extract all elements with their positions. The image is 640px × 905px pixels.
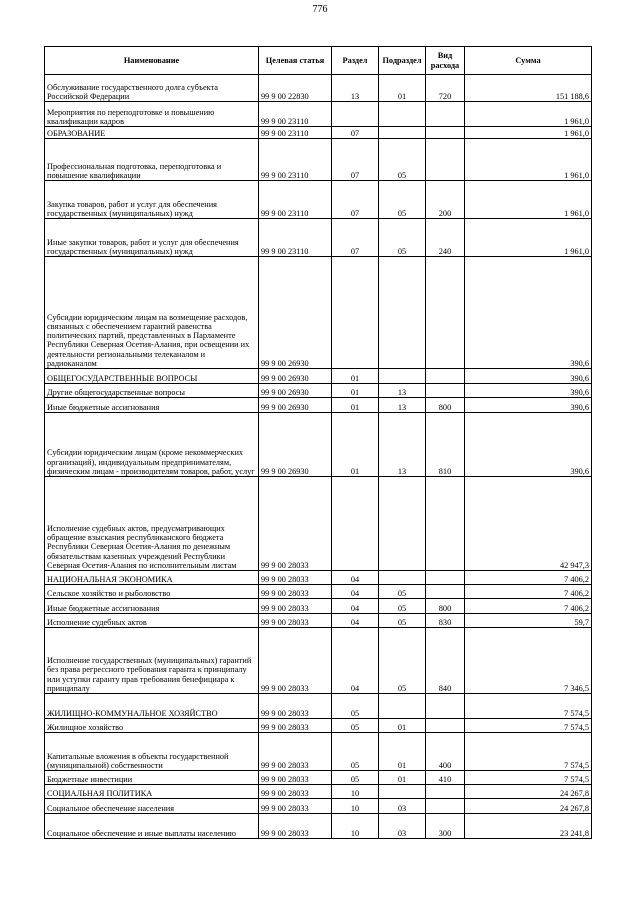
row-type (426, 571, 465, 585)
row-name: ОБЩЕГОСУДАРСТВЕННЫЕ ВОПРОСЫ (45, 369, 259, 384)
row-sum: 1 961,0 (465, 219, 592, 257)
row-name: ОБРАЗОВАНИЕ (45, 127, 259, 139)
row-type: 300 (426, 814, 465, 839)
row-code: 99 9 00 23110 (259, 127, 332, 139)
row-name: ЖИЛИЩНО-КОММУНАЛЬНОЕ ХОЗЯЙСТВО (45, 694, 259, 719)
row-code: 99 9 00 28033 (259, 814, 332, 839)
row-sum: 7 406,2 (465, 585, 592, 599)
row-subsection: 05 (379, 614, 426, 628)
table-row (45, 398, 592, 413)
row-subsection: 13 (379, 384, 426, 398)
row-type (426, 785, 465, 799)
row-type: 240 (426, 219, 465, 257)
row-section: 05 (332, 719, 379, 733)
row-sum: 7 574,5 (465, 733, 592, 771)
row-sum: 390,6 (465, 257, 592, 369)
row-type: 840 (426, 628, 465, 694)
row-code: 99 9 00 26930 (259, 413, 332, 477)
row-name: Обслуживание государственного долга субъекта Российской Федерации (45, 75, 259, 102)
row-code: 99 9 00 28033 (259, 785, 332, 799)
row-type: 720 (426, 75, 465, 102)
row-code: 99 9 00 28033 (259, 477, 332, 571)
row-subsection (379, 127, 426, 139)
row-subsection: 01 (379, 771, 426, 785)
row-sum: 7 346,5 (465, 628, 592, 694)
row-name: Другие общегосударственные вопросы (45, 384, 259, 398)
row-section: 10 (332, 814, 379, 839)
row-subsection (379, 102, 426, 127)
row-subsection (379, 369, 426, 384)
row-sum: 390,6 (465, 369, 592, 384)
row-subsection (379, 257, 426, 369)
row-code: 99 9 00 28033 (259, 771, 332, 785)
row-subsection (379, 694, 426, 719)
row-code: 99 9 00 28033 (259, 694, 332, 719)
row-section: 07 (332, 181, 379, 219)
row-code: 99 9 00 28033 (259, 799, 332, 814)
row-sum: 42 947,3 (465, 477, 592, 571)
row-name: Жилищное хозяйство (45, 719, 259, 733)
row-sum: 1 961,0 (465, 102, 592, 127)
row-subsection (379, 571, 426, 585)
row-section: 10 (332, 799, 379, 814)
row-sum: 1 961,0 (465, 127, 592, 139)
row-type (426, 694, 465, 719)
table-row (45, 181, 592, 219)
row-type (426, 127, 465, 139)
table-row (45, 719, 592, 733)
row-section: 04 (332, 585, 379, 599)
row-code: 99 9 00 28033 (259, 628, 332, 694)
row-sum: 390,6 (465, 398, 592, 413)
budget-table (44, 46, 592, 839)
row-code: 99 9 00 23110 (259, 181, 332, 219)
row-name: НАЦИОНАЛЬНАЯ ЭКОНОМИКА (45, 571, 259, 585)
row-type: 800 (426, 599, 465, 614)
row-type: 800 (426, 398, 465, 413)
row-subsection: 01 (379, 719, 426, 733)
row-code: 99 9 00 28033 (259, 571, 332, 585)
row-name: Иные бюджетные ассигнования (45, 398, 259, 413)
table-row (45, 694, 592, 719)
row-type (426, 102, 465, 127)
table-row (45, 599, 592, 614)
table-row (45, 733, 592, 771)
row-code: 99 9 00 26930 (259, 398, 332, 413)
header-sum: Сумма (465, 47, 592, 75)
row-subsection: 05 (379, 628, 426, 694)
row-type (426, 384, 465, 398)
row-type (426, 585, 465, 599)
row-sum: 390,6 (465, 413, 592, 477)
table-row (45, 413, 592, 477)
row-name: Сельское хозяйство и рыболовство (45, 585, 259, 599)
table-row (45, 799, 592, 814)
table-row (45, 571, 592, 585)
row-section (332, 477, 379, 571)
row-sum: 1 961,0 (465, 139, 592, 181)
row-section: 05 (332, 771, 379, 785)
row-section: 04 (332, 614, 379, 628)
row-section: 04 (332, 628, 379, 694)
row-name: Закупка товаров, работ и услуг для обеспечения государственных (муниципальных) нужд (45, 181, 259, 219)
table-row (45, 127, 592, 139)
row-section: 01 (332, 384, 379, 398)
row-type (426, 369, 465, 384)
row-type: 400 (426, 733, 465, 771)
header-subsection: Подраздел (379, 47, 426, 75)
row-section: 04 (332, 571, 379, 585)
row-type: 810 (426, 413, 465, 477)
row-subsection: 13 (379, 398, 426, 413)
table-row (45, 102, 592, 127)
row-code: 99 9 00 23110 (259, 139, 332, 181)
row-code: 99 9 00 28033 (259, 719, 332, 733)
row-type: 410 (426, 771, 465, 785)
row-code: 99 9 00 26930 (259, 369, 332, 384)
row-name: СОЦИАЛЬНАЯ ПОЛИТИКА (45, 785, 259, 799)
row-section (332, 102, 379, 127)
header-code: Целевая статья (259, 47, 332, 75)
row-sum: 7 406,2 (465, 571, 592, 585)
row-sum: 24 267,8 (465, 799, 592, 814)
row-sum: 390,6 (465, 384, 592, 398)
table-row (45, 369, 592, 384)
row-section: 13 (332, 75, 379, 102)
row-section: 01 (332, 369, 379, 384)
row-name: Социальное обеспечение и иные выплаты населению (45, 814, 259, 839)
page-number: 776 (312, 4, 328, 15)
table-row (45, 139, 592, 181)
table-row (45, 771, 592, 785)
table-row (45, 384, 592, 398)
table-row (45, 785, 592, 799)
row-section: 05 (332, 694, 379, 719)
table-header-row (45, 47, 592, 75)
table-row (45, 628, 592, 694)
row-section: 07 (332, 139, 379, 181)
header-name: Наименование (45, 47, 259, 75)
row-name: Субсидии юридическим лицам на возмещение расходов, связанных с обеспечением гарантий равенства политических партий, представленных в Парламенте Республики Северная Осетия-Алания, при освещении их деятельности региональными телеканалом и радиоканалом (45, 257, 259, 369)
row-subsection: 01 (379, 733, 426, 771)
row-name: Бюджетные инвестиции (45, 771, 259, 785)
row-name: Профессиональная подготовка, переподготовка и повышение квалификации (45, 139, 259, 181)
table-row (45, 614, 592, 628)
row-type: 830 (426, 614, 465, 628)
row-subsection: 05 (379, 139, 426, 181)
row-section: 05 (332, 733, 379, 771)
row-code: 99 9 00 22830 (259, 75, 332, 102)
header-type: Вид расхода (426, 47, 465, 75)
row-sum: 7 574,5 (465, 694, 592, 719)
row-code: 99 9 00 28033 (259, 585, 332, 599)
table-row (45, 814, 592, 839)
row-sum: 7 406,2 (465, 599, 592, 614)
header-section: Раздел (332, 47, 379, 75)
row-name: Исполнение судебных актов, предусматривающих обращение взыскания республиканского бюджета Республики Северная Осетия-Алания по денежным обязательствам казенных учреждений Республики Северная Осетия-Алания по исполнительным листам (45, 477, 259, 571)
row-sum: 1 961,0 (465, 181, 592, 219)
row-sum: 59,7 (465, 614, 592, 628)
row-code: 99 9 00 28033 (259, 599, 332, 614)
table-row (45, 257, 592, 369)
row-subsection: 13 (379, 413, 426, 477)
row-code: 99 9 00 26930 (259, 257, 332, 369)
table-body (45, 75, 592, 839)
table-row (45, 477, 592, 571)
row-subsection: 05 (379, 599, 426, 614)
row-code: 99 9 00 28033 (259, 733, 332, 771)
row-sum: 7 574,5 (465, 719, 592, 733)
row-subsection (379, 477, 426, 571)
row-code: 99 9 00 28033 (259, 614, 332, 628)
row-type (426, 719, 465, 733)
row-name: Исполнение государственных (муниципальных) гарантий без права регрессного требования гаранта к принципалу или уступки гаранту прав требования бенефициара к принципалу (45, 628, 259, 694)
row-code: 99 9 00 23110 (259, 102, 332, 127)
row-section: 07 (332, 127, 379, 139)
row-section: 07 (332, 219, 379, 257)
row-type: 200 (426, 181, 465, 219)
row-sum: 151 188,6 (465, 75, 592, 102)
row-sum: 23 241,8 (465, 814, 592, 839)
row-type (426, 477, 465, 571)
row-subsection: 03 (379, 814, 426, 839)
row-section: 01 (332, 413, 379, 477)
row-sum: 7 574,5 (465, 771, 592, 785)
row-code: 99 9 00 26930 (259, 384, 332, 398)
row-type (426, 257, 465, 369)
row-name: Социальное обеспечение населения (45, 799, 259, 814)
row-section: 10 (332, 785, 379, 799)
table-row (45, 219, 592, 257)
row-subsection: 01 (379, 75, 426, 102)
row-subsection: 05 (379, 181, 426, 219)
row-section: 04 (332, 599, 379, 614)
row-name: Капитальные вложения в объекты государственной (муниципальной) собственности (45, 733, 259, 771)
row-name: Иные закупки товаров, работ и услуг для обеспечения государственных (муниципальных) нужд (45, 219, 259, 257)
row-type (426, 799, 465, 814)
row-name: Субсидии юридическим лицам (кроме некоммерческих организаций), индивидуальным предпринимателям, физическим лицам - производителям товаров, работ, услуг (45, 413, 259, 477)
row-section: 01 (332, 398, 379, 413)
row-section (332, 257, 379, 369)
row-name: Иные бюджетные ассигнования (45, 599, 259, 614)
row-name: Исполнение судебных актов (45, 614, 259, 628)
row-code: 99 9 00 23110 (259, 219, 332, 257)
row-subsection: 05 (379, 219, 426, 257)
row-subsection: 03 (379, 799, 426, 814)
row-name: Мероприятия по переподготовке и повышению квалификации кадров (45, 102, 259, 127)
row-subsection (379, 785, 426, 799)
row-subsection: 05 (379, 585, 426, 599)
row-sum: 24 267,8 (465, 785, 592, 799)
table-row (45, 75, 592, 102)
table-row (45, 585, 592, 599)
row-type (426, 139, 465, 181)
